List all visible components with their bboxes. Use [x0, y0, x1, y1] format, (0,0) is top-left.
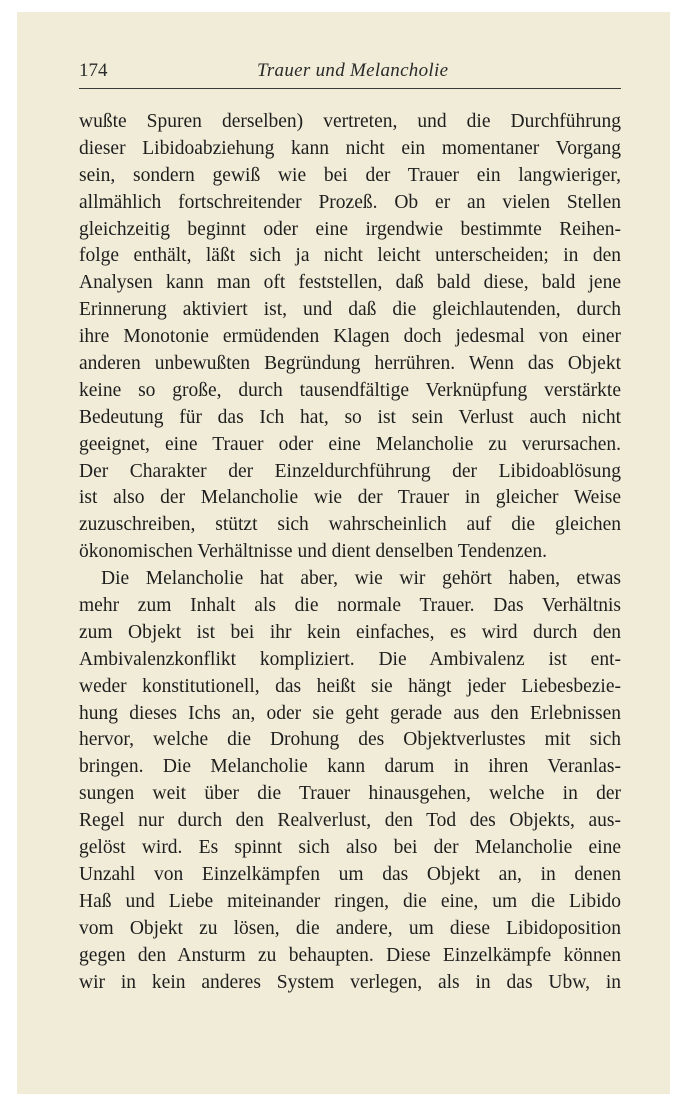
text-line: Erinnerung aktiviert ist, und daß die gleichlautenden, durch — [79, 299, 621, 321]
text-line: Regel nur durch den Realverlust, den Tod des Objekts, aus- — [79, 810, 621, 832]
text-line: zum Objekt ist bei ihr kein einfaches, es wird durch den — [79, 621, 621, 643]
text-line: hervor, welche die Drohung des Objektverlustes mit sich — [79, 729, 621, 751]
running-title: Trauer und Melancholie — [257, 60, 449, 81]
text-line: anderen unbewußten Begründung herrühren. Wenn das Objekt — [79, 353, 621, 375]
text-line: ist also der Melancholie wie der Trauer in gleicher Weise — [79, 487, 621, 509]
text-line: weder konstitutionell, das heißt sie hängt jeder Liebesbezie- — [79, 675, 621, 697]
text-line: hung dieses Ichs an, oder sie geht gerade aus den Erlebnissen — [79, 702, 621, 724]
text-line: wußte Spuren derselben) vertreten, und die Durchführung — [79, 111, 621, 132]
text-line: dieser Libidoabziehung kann nicht ein momentaner Vorgang — [79, 137, 621, 159]
text-line: wir in kein anderes System verlegen, als in das Ubw, in — [79, 971, 621, 993]
book-page — [17, 12, 670, 1094]
text-line: sein, sondern gewiß wie bei der Trauer ein langwieriger, — [79, 164, 621, 186]
text-line: Der Charakter der Einzeldurchführung der Libidoablösung — [79, 460, 621, 482]
text-line: vom Objekt zu lösen, die andere, um diese Libidoposition — [79, 917, 621, 939]
text-line-paragraph-end: ökonomischen Verhältnisse und dient denselben Tendenzen. — [79, 541, 547, 563]
page-header — [79, 58, 621, 89]
text-line: gelöst wird. Es spinnt sich also bei der Melancholie eine — [79, 837, 621, 859]
text-line: bringen. Die Melancholie kann darum in ihren Veranlas- — [79, 756, 621, 778]
text-line: Analysen kann man oft feststellen, daß bald diese, bald jene — [79, 272, 621, 294]
page-number: 174 — [79, 60, 108, 81]
text-line: geeignet, eine Trauer oder eine Melancholie zu verursachen. — [79, 433, 621, 455]
text-line: Bedeutung für das Ich hat, so ist sein Verlust auch nicht — [79, 406, 621, 428]
text-line: gleichzeitig beginnt oder eine irgendwie bestimmte Reihen- — [79, 218, 621, 240]
text-line: ihre Monotonie ermüdenden Klagen doch jedesmal von einer — [79, 326, 621, 348]
text-line-paragraph-start: Die Melancholie hat aber, wie wir gehört haben, etwas — [101, 568, 621, 590]
text-line: keine so große, durch tausendfältige Verknüpfung verstärkte — [79, 379, 621, 401]
text-line: folge enthält, läßt sich ja nicht leicht unterscheiden; in den — [79, 245, 621, 267]
body-text — [79, 109, 621, 996]
text-line: gegen den Ansturm zu behaupten. Diese Einzelkämpfe können — [79, 944, 621, 966]
text-line: Haß und Liebe miteinander ringen, die eine, um die Libido — [79, 890, 621, 912]
text-line: Ambivalenzkonflikt kompliziert. Die Ambivalenz ist ent- — [79, 648, 621, 670]
text-line: mehr zum Inhalt als die normale Trauer. Das Verhältnis — [79, 595, 621, 617]
text-line: Unzahl von Einzelkämpfen um das Objekt an, in denen — [79, 863, 621, 885]
text-line: zuzuschreiben, stützt sich wahrscheinlich auf die gleichen — [79, 514, 621, 536]
text-line: sungen weit über die Trauer hinausgehen, welche in der — [79, 783, 621, 805]
text-line: allmählich fortschreitender Prozeß. Ob er an vielen Stellen — [79, 191, 621, 213]
